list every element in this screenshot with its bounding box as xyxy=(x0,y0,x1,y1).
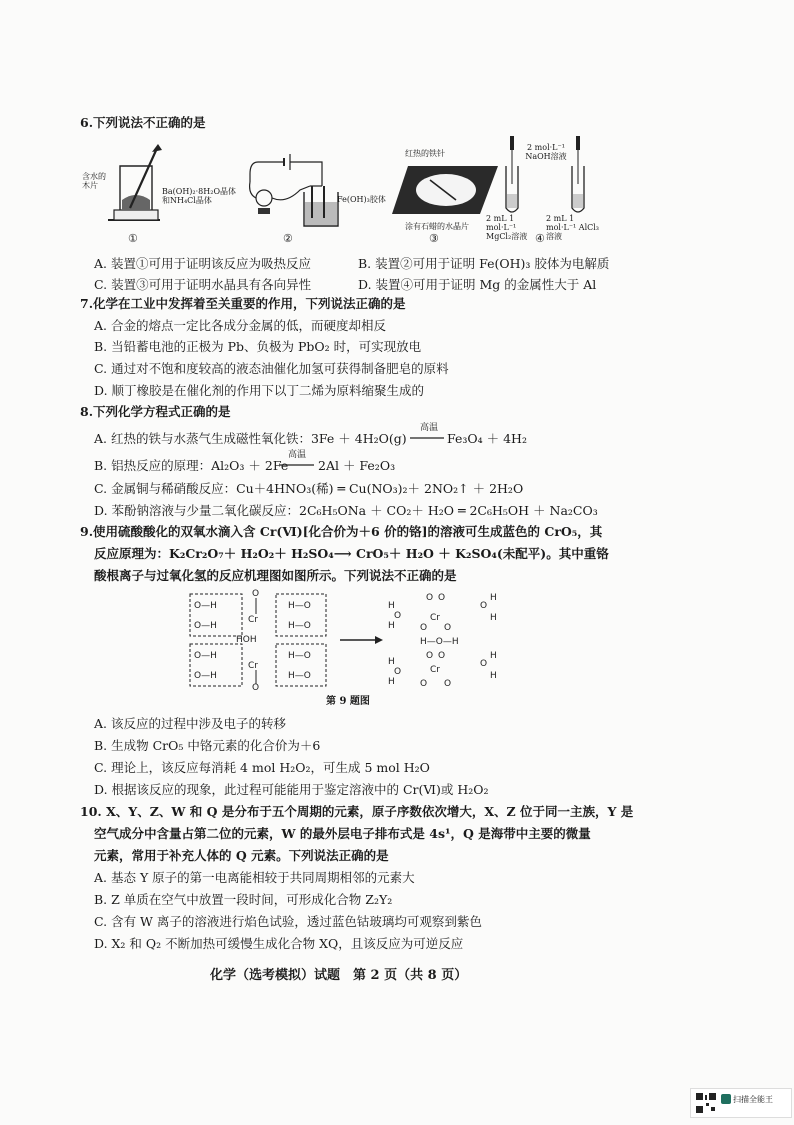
svg-text:O: O xyxy=(252,683,260,693)
q6-fig1-main-label: Ba(OH)₂·8H₂O晶体和NH₄Cl晶体 xyxy=(162,187,237,205)
svg-text:Cr: Cr xyxy=(248,615,258,625)
q6-figure-2 xyxy=(238,146,348,236)
svg-text:H: H xyxy=(490,651,497,661)
q8-option-c: C. 金属铜与稀硝酸反应：Cu＋4HNO₃(稀) ═ Cu(NO₃)₂＋ 2NO₂↑ ＋ 2H₂O xyxy=(94,481,524,496)
watermark-text: 扫描全能王 xyxy=(733,1095,773,1104)
q10-stem-line-1: 10. X、Y、Z、W 和 Q 是分布于五个周期的元素，原子序数依次增大，X、Z 位于同一主族，Y 是 xyxy=(80,804,634,819)
q6-fig4-top-label: 2 mol·L⁻¹ NaOH溶液 xyxy=(525,143,567,161)
q8-option-b-left: B. 铝热反应的原理：Al₂O₃ ＋ 2Fe xyxy=(94,458,289,473)
q10-stem-line-2: 空气成分中含量占第二位的元素，W 的最外层电子排布式是 4s¹，Q 是海带中主要的微量 xyxy=(94,826,591,841)
q7-stem: 7.化学在工业中发挥着至关重要的作用，下列说法正确的是 xyxy=(80,296,406,311)
svg-text:O: O xyxy=(426,593,434,603)
q6-fig3-bottom-label: 涂有石蜡的水晶片 xyxy=(405,222,469,231)
q6-fig4-right-label: 2 mL 1 mol·L⁻¹ AlCl₃溶液 xyxy=(546,214,600,241)
svg-text:H—O—H: H—O—H xyxy=(420,637,459,647)
svg-text:Cr: Cr xyxy=(248,661,258,671)
q6-figure-3 xyxy=(390,160,500,220)
svg-text:H—O: H—O xyxy=(288,651,311,661)
q8-option-a-arrow-line xyxy=(410,436,444,440)
q9-option-c: C. 理论上，该反应每消耗 4 mol H₂O₂，可生成 5 mol H₂O xyxy=(94,760,430,775)
q8-option-a-left: A. 红热的铁与水蒸气生成磁性氧化铁：3Fe ＋ 4H₂O(g) xyxy=(94,431,407,446)
svg-text:O: O xyxy=(420,623,428,633)
q6-option-a: A. 装置①可用于证明该反应为吸热反应 xyxy=(94,256,311,271)
q9-product-structures xyxy=(388,593,497,689)
q9-figure-caption: 第 9 题图 xyxy=(326,696,370,707)
svg-text:H—O: H—O xyxy=(288,621,311,631)
svg-text:O—H: O—H xyxy=(194,651,217,661)
q8-option-a-right: Fe₃O₄ ＋ 4H₂ xyxy=(447,431,527,446)
q6-fig4-left-label: 2 mL 1 mol·L⁻¹ MgCl₂溶液 xyxy=(486,214,528,241)
svg-text:Cr: Cr xyxy=(430,613,440,623)
q10-stem-line-3: 元素，常用于补充人体的 Q 元素。下列说法正确的是 xyxy=(94,848,389,863)
svg-text:H: H xyxy=(490,613,497,623)
q6-fig3-top-label: 红热的铁针 xyxy=(405,149,445,158)
svg-text:O: O xyxy=(480,659,488,669)
q9-option-b: B. 生成物 CrO₅ 中铬元素的化合价为＋6 xyxy=(94,738,321,753)
svg-text:H: H xyxy=(388,601,395,611)
q6-fig-num-4: ④ xyxy=(535,232,545,245)
svg-text:O: O xyxy=(438,593,446,603)
svg-text:H: H xyxy=(490,593,497,603)
q6-option-b: B. 装置②可用于证明 Fe(OH)₃ 胶体为电解质 xyxy=(358,256,610,271)
q9-option-d: D. 根据该反应的现象，此过程可能能用于鉴定溶液中的 Cr(Ⅵ)或 H₂O₂ xyxy=(94,782,489,797)
svg-text:O: O xyxy=(394,667,402,677)
q6-figure-1 xyxy=(100,140,230,230)
svg-text:O: O xyxy=(438,651,446,661)
svg-text:O: O xyxy=(252,589,260,599)
svg-text:H: H xyxy=(388,677,395,687)
q9-option-a: A. 该反应的过程中涉及电子的转移 xyxy=(94,716,286,731)
q6-fig-num-3: ③ xyxy=(429,232,439,245)
q6-figure-4 xyxy=(498,132,598,218)
q9-stem-line-3: 酸根离子与过氧化氢的反应机理图如图所示。下列说法不正确的是 xyxy=(94,568,457,583)
q10-option-a: A. 基态 Y 原子的第一电离能相较于共同周期相邻的元素大 xyxy=(94,870,415,885)
q9-stem-line-2: 反应原理为：K₂Cr₂O₇＋ H₂O₂＋ H₂SO₄⟶ CrO₅＋ H₂O ＋ K₂SO₄(未配平)。其中重铬 xyxy=(94,546,609,561)
q6-fig2-side-label: Fe(OH)₃胶体 xyxy=(337,195,386,204)
svg-text:HOH: HOH xyxy=(236,635,257,645)
q8-option-a-condition: 高温 xyxy=(420,423,439,433)
cs-logo-icon xyxy=(721,1094,731,1104)
q9-stem-line-1: 9.使用硫酸酸化的双氧水滴入含 Cr(Ⅵ)[化合价为＋6 价的铬]的溶液可生成蓝色的 CrO₅，其 xyxy=(80,524,603,539)
q6-option-d: D. 装置④可用于证明 Mg 的金属性大于 Al xyxy=(358,277,597,292)
q9-reactant-complex xyxy=(190,589,326,693)
q8-option-b-condition: 高温 xyxy=(288,450,307,460)
svg-text:Cr: Cr xyxy=(430,665,440,675)
svg-text:O: O xyxy=(444,623,452,633)
q7-option-c: C. 通过对不饱和度较高的液态油催化加氢可获得制备肥皂的原料 xyxy=(94,361,449,376)
q7-option-b: B. 当铅蓄电池的正极为 Pb、负极为 PbO₂ 时，可实现放电 xyxy=(94,339,422,354)
q7-option-d: D. 顺丁橡胶是在催化剂的作用下以丁二烯为原料缩聚生成的 xyxy=(94,383,425,398)
q10-option-b: B. Z 单质在空气中放置一段时间，可形成化合物 Z₂Y₂ xyxy=(94,892,393,907)
watermark-badge xyxy=(690,1088,792,1118)
svg-text:O: O xyxy=(426,651,434,661)
qr-code-icon xyxy=(695,1092,717,1114)
q6-fig-num-2: ② xyxy=(283,232,293,245)
q6-fig-num-1: ① xyxy=(128,232,138,245)
svg-text:O: O xyxy=(480,601,488,611)
svg-text:O: O xyxy=(420,679,428,689)
svg-text:O: O xyxy=(394,611,402,621)
q6-stem: 6.下列说法不正确的是 xyxy=(80,115,206,130)
q6-option-c: C. 装置③可用于证明水晶具有各向异性 xyxy=(94,277,312,292)
svg-text:O—H: O—H xyxy=(194,621,217,631)
svg-text:H: H xyxy=(388,657,395,667)
q8-option-b-right: 2Al ＋ Fe₂O₃ xyxy=(318,458,396,473)
svg-text:H: H xyxy=(490,671,497,681)
q8-stem: 8.下列化学方程式正确的是 xyxy=(80,404,231,419)
q8-option-d: D. 苯酚钠溶液与少量二氧化碳反应：2C₆H₅ONa ＋ CO₂＋ H₂O ═ 2C₆H₅OH ＋ Na₂CO₃ xyxy=(94,503,598,518)
svg-text:H: H xyxy=(388,621,395,631)
page-footer: 化学（选考模拟）试题 第 2 页（共 8 页） xyxy=(210,968,468,983)
q8-option-b-arrow-line xyxy=(280,463,314,467)
svg-text:H—O: H—O xyxy=(288,601,311,611)
q7-option-a: A. 合金的熔点一定比各成分金属的低，而硬度却相反 xyxy=(94,318,386,333)
svg-text:O—H: O—H xyxy=(194,601,217,611)
q10-option-c: C. 含有 W 离子的溶液进行焰色试验，透过蓝色钴玻璃均可观察到紫色 xyxy=(94,914,482,929)
svg-text:H—O: H—O xyxy=(288,671,311,681)
svg-text:O—H: O—H xyxy=(194,671,217,681)
q6-fig1-side-label: 含水的木片 xyxy=(82,172,106,190)
svg-text:O: O xyxy=(444,679,452,689)
q10-option-d: D. X₂ 和 Q₂ 不断加热可缓慢生成化合物 XQ，且该反应为可逆反应 xyxy=(94,936,464,951)
q9-mechanism-figure xyxy=(180,586,525,698)
